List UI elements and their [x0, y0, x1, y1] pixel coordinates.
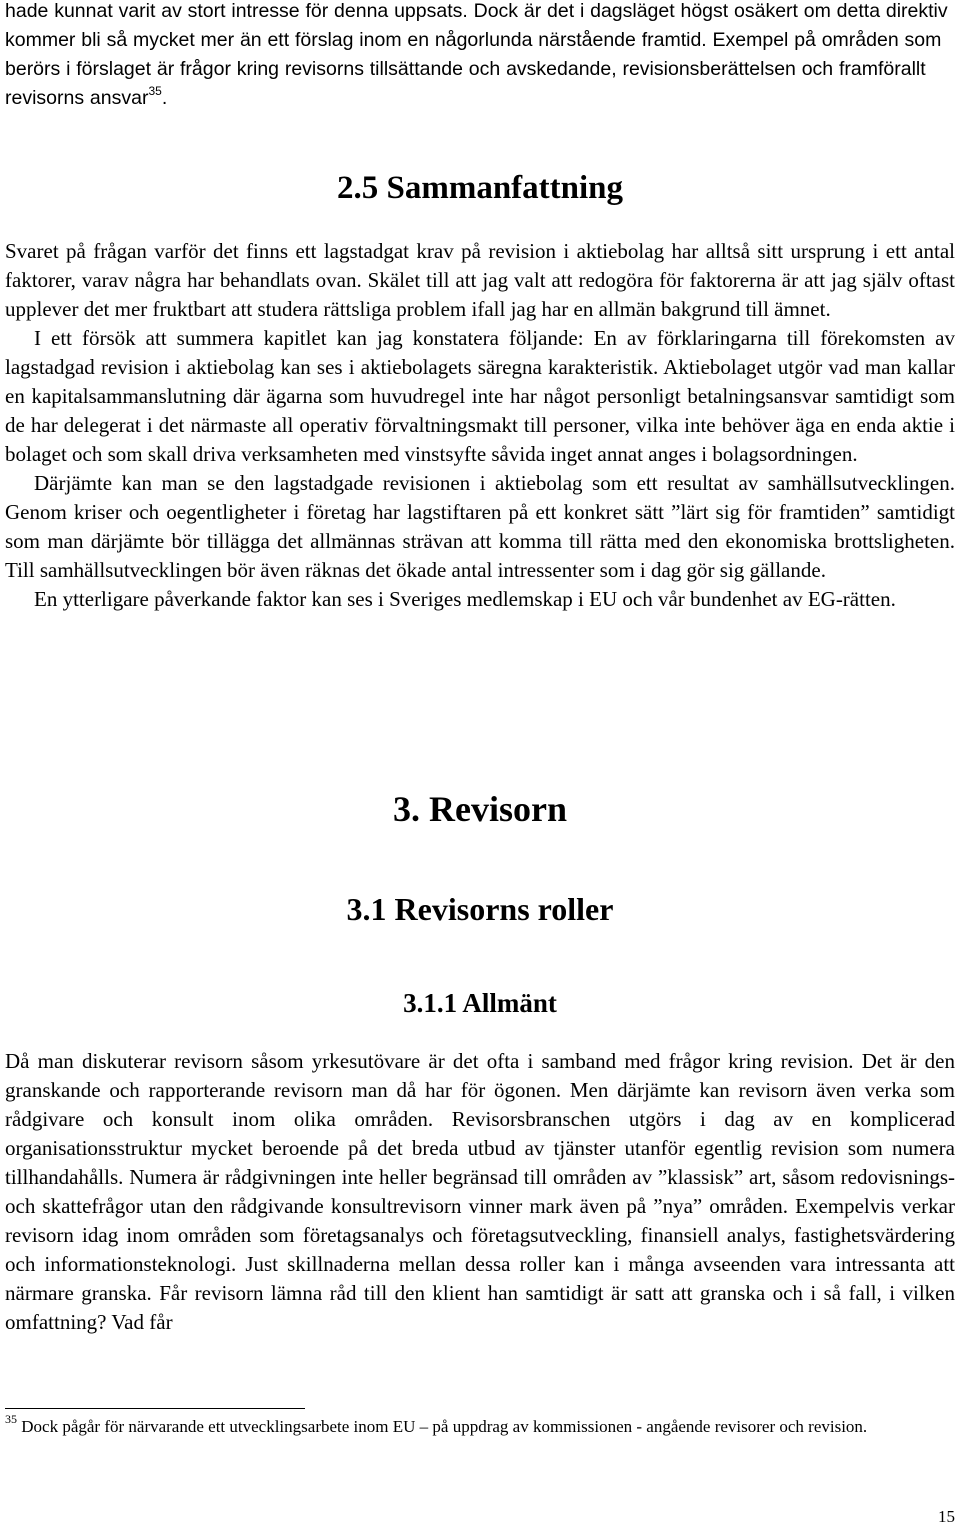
section-heading-3-1: 3.1 Revisorns roller: [346, 891, 614, 927]
intro-end: .: [161, 87, 168, 109]
paragraph: I ett försök att summera kapitlet kan jag konstatera följande: En av förklaringarna till förekomsten av lagstadgad revision i aktiebolag kan ses i aktiebolagets säregna karakteristik. Aktiebolaget utgör vad man kallar en kapitalsammanslutning där ägarna som huvudregel inte har något personligt betalningsansvar samtidigt som de har delegerat i det närmaste all operativ förvaltningsmakt till personer, vilka inte behöver äga en enda aktie i bolaget och som skall driva verksamheten med vinstsyfte såvida inget annat anges i bolagsordningen.: [5, 326, 955, 466]
paragraph: Därjämte kan man se den lagstadgade revisionen i aktiebolag som ett resultat av samhällsutvecklingen. Genom kriser och oegentligheter i företag har lagstiftaren på ett konkret sätt ”lärt sig för framtiden” samtidigt som man därjämte bör tillägga det allmännas strävan att komma till rätta med den ekonomiska brottsligheten. Till samhällsutvecklingen bör även räknas det ökade antal intressenter som i dag gör sig gällande.: [5, 471, 955, 582]
section-3-1-1-body: [5, 1047, 955, 1337]
document-page: [5, 0, 955, 1537]
paragraph: Svaret på frågan varför det finns ett lagstadgat krav på revision i aktiebolag har alltså sitt ursprung i ett antal faktorer, varav några har behandlats ovan. Skälet till att jag valt att redogöra för faktorerna är att jag själv oftast upplever det mer fruktbart att studera rättsliga problem ifall jag har en allmän bakgrund till ämnet.: [5, 239, 955, 321]
paragraph: En ytterligare påverkande faktor kan ses i Sveriges medlemskap i EU och vår bundenhet av EG-rätten.: [34, 587, 896, 611]
chapter-heading-3: 3. Revisorn: [393, 789, 567, 829]
footnote: [5, 1414, 955, 1440]
footnote-number: 35: [5, 1412, 17, 1427]
intro-paragraph: [5, 0, 955, 113]
footnote-divider: [5, 1408, 305, 1409]
footnote-text: Dock pågår för närvarande ett utvecklingsarbete inom EU – på uppdrag av kommissionen - angående revisorer och revision.: [17, 1417, 868, 1436]
paragraph: Då man diskuterar revisorn såsom yrkesutövare är det ofta i samband med frågor kring revision. Det är den granskande och rapporterande revisorn man då har för ögonen. Men därjämte kan revisorn även verka som rådgivare och konsult inom olika områden. Revisorsbranschen utgörs i dag av en komplicerad organisationsstruktur mycket beroende på det breda utbud av tjänster utanför egentlig revision som numera tillhandahålls. Numera är rådgivningen inte heller begränsad till områden av ”klassisk” art, såsom redovisnings- och skattefrågor utan den rådgivande konsultrevisorn vinner mark även på ”nya” områden. Exempelvis verkar revisorn idag inom områden som företagsanalys och företagsutveckling, finansiell analys, fastighetsvärdering och informationsteknologi. Just skillnaderna mellan dessa roller kan i många avseenden vara intressanta att närmare granska. Får revisorn lämna råd till den klient han samtidigt är satt att granska och i så fall, i vilken omfattning? Vad får: [5, 1049, 955, 1334]
section-heading-3-1-1: 3.1.1 Allmänt: [403, 988, 557, 1018]
intro-text: hade kunnat varit av stort intresse för denna uppsats. Dock är det i dagsläget högst osäkert om detta direktiv kommer bli så mycket mer än ett förslag inom en någorlunda närstående framtid. Exempel på områden som berörs i förslaget är frågor kring revisorns tillsättande och avskedande, revisionsberättelsen och framförallt revisorns ansvar: [5, 0, 948, 109]
footnote-reference: 35: [148, 83, 162, 98]
page-number: 15: [938, 1507, 955, 1526]
section-2-5-body: [5, 237, 955, 614]
section-heading-2-5: 2.5 Sammanfattning: [336, 170, 624, 206]
